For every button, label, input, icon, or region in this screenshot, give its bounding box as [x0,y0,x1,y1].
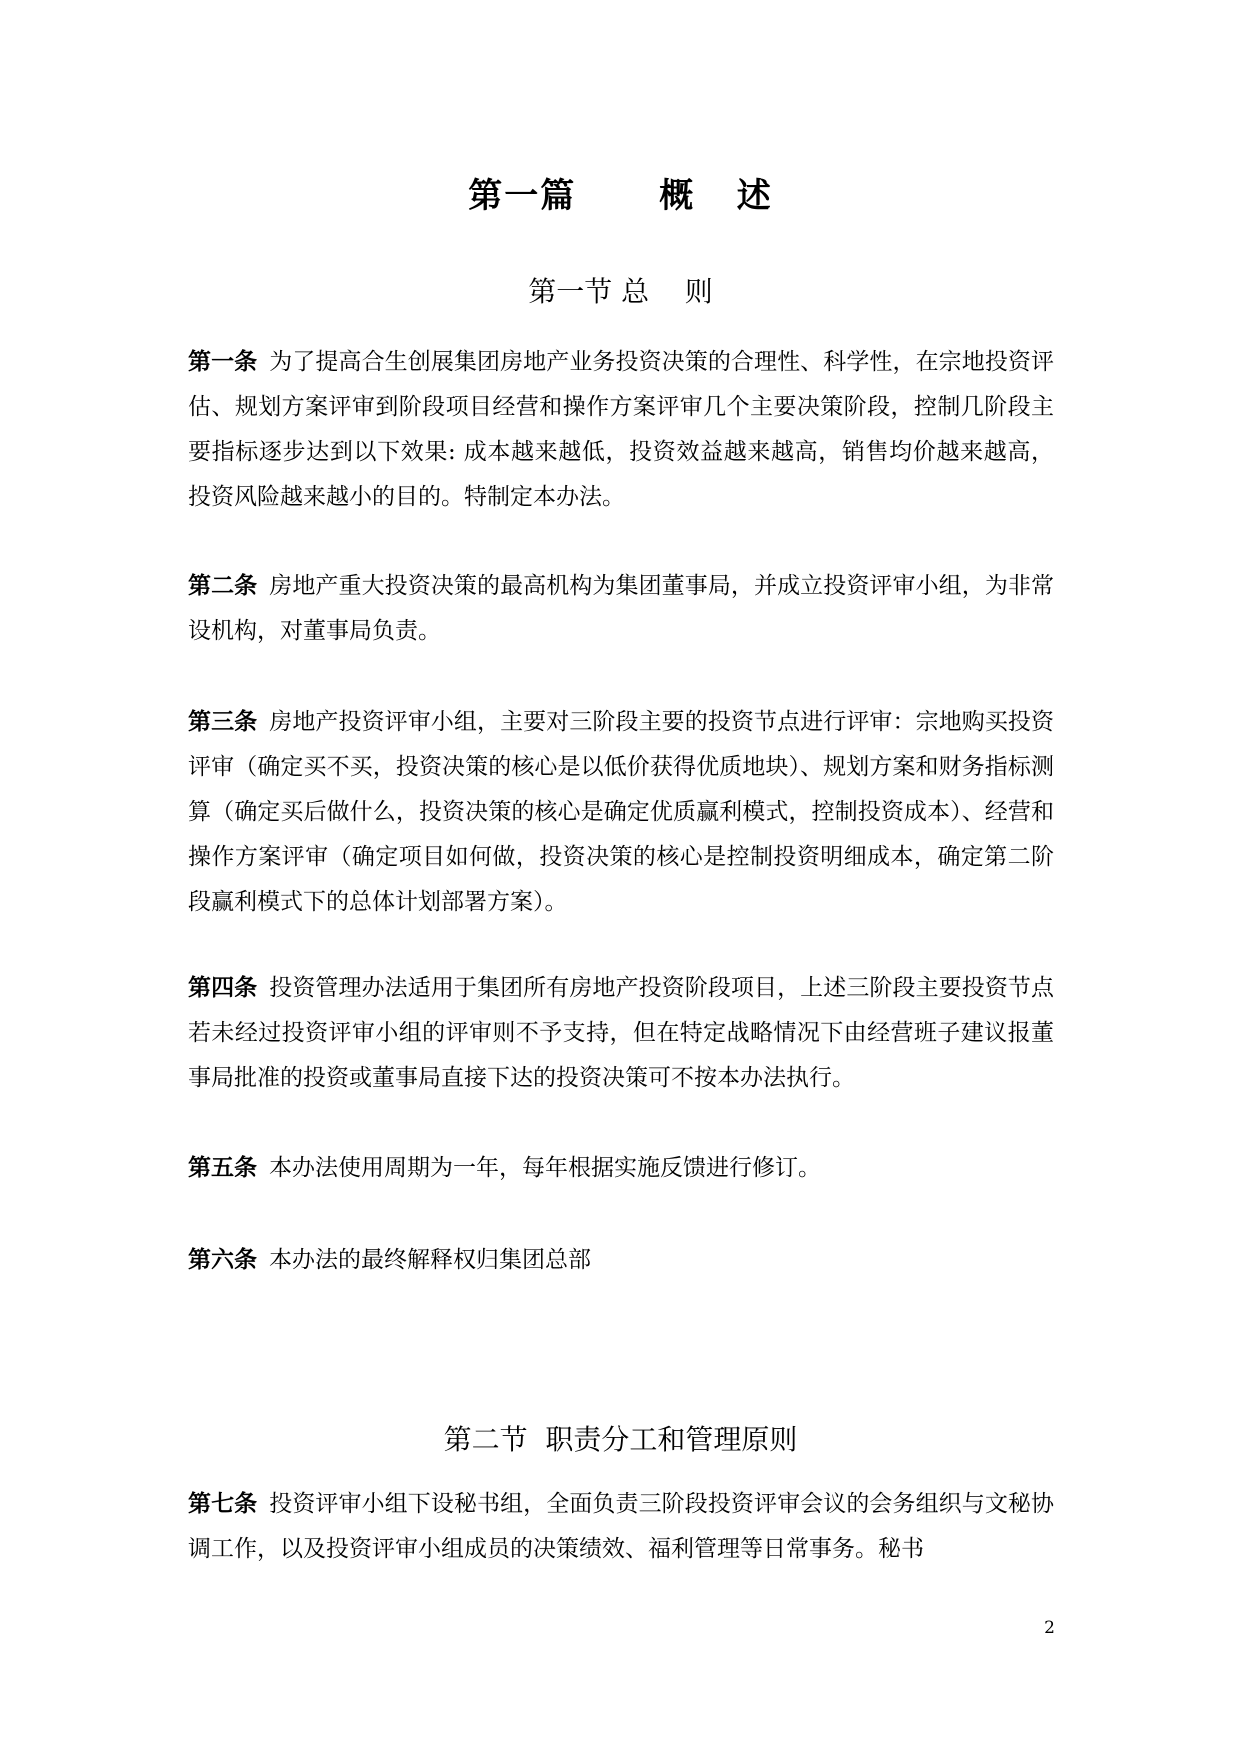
article-number: 第六条 [188,1247,257,1273]
article-number: 第五条 [188,1155,257,1181]
article-number: 第四条 [188,975,258,1001]
article-3 [188,700,1054,925]
article-number: 第三条 [188,709,258,735]
article-text: 投资评审小组下设秘书组，全面负责三阶段投资评审会议的会务组织与文秘协调工作，以及投资评审小组成员的决策绩效、福利管理等日常事务。秘书 [188,1491,1054,1562]
article-2 [188,564,1054,654]
article-5 [188,1146,1054,1191]
article-text: 为了提高合生创展集团房地产业务投资决策的合理性、科学性，在宗地投资评估、规划方案评审到阶段项目经营和操作方案评审几个主要决策阶段，控制几阶段主要指标逐步达到以下效果: 成本越来越低，投资效益越来越高，销售均价越来越高，投资风险越来越小的目的。特制定本办法。 [188,349,1054,510]
section-title-responsibilities: 第二节 职责分工和管理原则 [443,1423,798,1456]
article-text: 投资管理办法适用于集团所有房地产投资阶段项目，上述三阶段主要投资节点若未经过投资评审小组的评审则不予支持，但在特定战略情况下由经营班子建议报董事局批准的投资或董事局直接下达的投资决策可不按本办法执行。 [188,975,1054,1091]
article-text: 本办法使用周期为一年，每年根据实施反馈进行修订。 [269,1155,821,1181]
article-number: 第一条 [188,349,258,375]
part-title: 第一篇 概 述 [468,176,773,216]
section-title-general: 第一节 总 则 [528,275,713,308]
article-number: 第二条 [188,573,258,599]
article-7 [188,1482,1054,1574]
article-4 [188,966,1054,1101]
page-number: 2 [1044,1618,1055,1638]
article-number: 第七条 [188,1491,258,1517]
article-text: 本办法的最终解释权归集团总部 [269,1247,591,1273]
article-text: 房地产投资评审小组，主要对三阶段主要的投资节点进行评审：宗地购买投资评审（确定买不买，投资决策的核心是以低价获得优质地块）、规划方案和财务指标测算（确定买后做什么，投资决策的核心是确定优质赢利模式，控制投资成本）、经营和操作方案评审（确定项目如何做，投资决策的核心是控制投资明细成本，确定第二阶段赢利模式下的总体计划部署方案）。 [188,709,1054,915]
article-6 [188,1238,1054,1283]
article-text: 房地产重大投资决策的最高机构为集团董事局，并成立投资评审小组，为非常设机构，对董事局负责。 [188,573,1054,644]
article-1 [188,340,1054,520]
